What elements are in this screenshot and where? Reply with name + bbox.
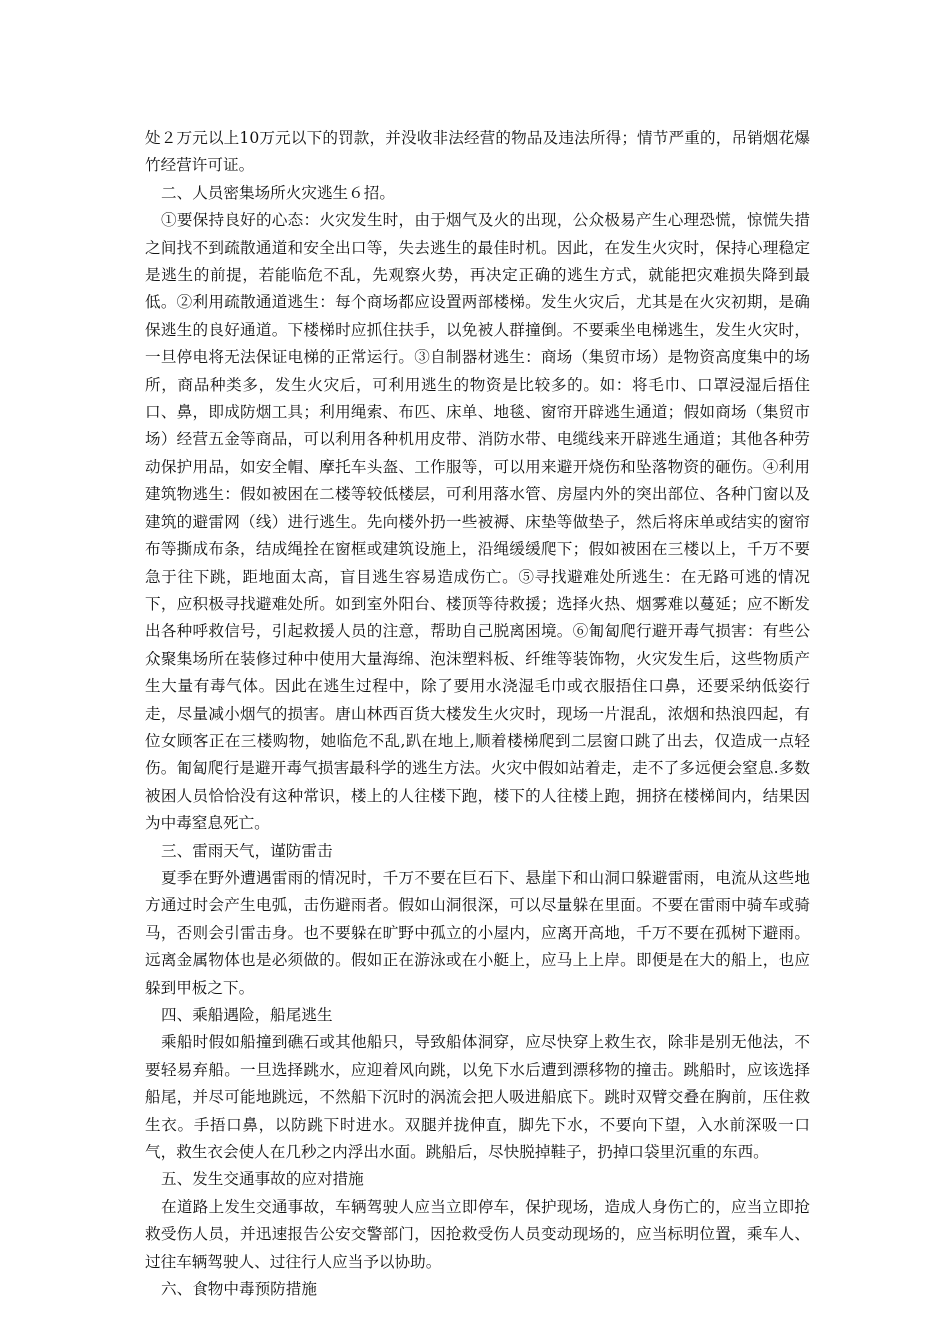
paragraph-penalty-continuation: 处２万元以上10万元以下的罚款，并没收非法经营的物品及违法所得；情节严重的，吊销烟花爆竹经营许可证。 [145, 129, 810, 175]
heading-thunderstorm: 三、雷雨天气，谨防雷击 [161, 841, 333, 860]
document-body [145, 125, 810, 1303]
heading-traffic-accident: 五、发生交通事故的应对措施 [161, 1170, 364, 1189]
heading-ship-escape: 四、乘船遇险，船尾逃生 [161, 1006, 333, 1024]
paragraph-lightning-safety: 夏季在野外遭遇雷雨的情况时，千万不要在巨石下、悬崖下和山洞口躲避雷雨，电流从这些地方通过时会产生电弧，击伤避雨者。假如山洞很深，可以尽量躲在里面。不要在雷雨中骑车或骑马，否则会引雷击身。也不要躲在旷野中孤立的小屋内，应离开高地，千万不要在孤树下避雨。远离金属物体也是必须做的。假如正在游泳或在小艇上，应马上上岸。即便是在大的船上，也应躲到甲板之下。 [145, 868, 810, 997]
paragraph-traffic-accident: 在道路上发生交通事故，车辆驾驶人应当立即停车，保护现场，造成人身伤亡的，应当立即抢救受伤人员，并迅速报告公安交警部门，因抢救受伤人员变动现场的，应当标明位置，乘车人、过往车辆驾驶人、过往行人应当予以协助。 [145, 1197, 810, 1271]
heading-crowd-fire-escape: 二、人员密集场所火灾逃生６招。 [161, 183, 395, 202]
paragraph-ship-escape: 乘船时假如船撞到礁石或其他船只，导致船体洞穿，应尽快穿上救生衣，除非是别无他法，不要轻易弃船。一旦选择跳水，应迎着风向跳，以免下水后遭到漂移物的撞击。跳船时，应该选择船尾，并尽可能地跳远，不然船下沉时的涡流会把人吸进船底下。跳时双臂交叠在胸前，压住救生衣。手捂口鼻，以防跳下时进水。双腿并拢伸直，脚先下水，不要向下望，入水前深吸一口气，救生衣会使人在几秒之内浮出水面。跳船后，尽快脱掉鞋子，扔掉口袋里沉重的东西。 [145, 1033, 810, 1162]
paragraph-fire-escape-tips: ①要保持良好的心态：火灾发生时，由于烟气及火的出现，公众极易产生心理恐慌，惊慌失措之间找不到疏散通道和安全出口等，失去逃生的最佳时机。因此，在发生火灾时，保持心理稳定是逃生的前提，若能临危不乱，先观察火势，再决定正确的逃生方式，就能把灾难损失降到最低。②利用疏散通道逃生：每个商场都应设置两部楼梯。发生火灾后，尤其是在火灾初期，是确保逃生的良好通道。下楼梯时应抓住扶手，以免被人群撞倒。不要乘坐电梯逃生，发生火灾时，一旦停电将无法保证电梯的正常运行。③自制器材逃生：商场（集贸市场）是物资高度集中的场所，商品种类多，发生火灾后，可利用逃生的物资是比较多的。如：将毛巾、口罩浸湿后捂住口、鼻，即成防烟工具；利用绳索、布匹、床单、地毯、窗帘开辟逃生通道；假如商场（集贸市场）经营五金等商品，可以利用各种机用皮带、消防水带、电缆线来开辟逃生通道；其他各种劳动保护用品，如安全帽、摩托车头盔、工作服等，可以用来避开烧伤和坠落物资的砸伤。④利用建筑物逃生：假如被困在二楼等较低楼层，可利用落水管、房屋内外的突出部位、各种门窗以及建筑的避雷网（线）进行逃生。先向楼外扔一些被褥、床垫等做垫子，然后将床单或结实的窗帘布等撕成布条，结成绳拴在窗框或建筑设施上，沿绳缓缓爬下；假如被困在三楼以上，千万不要急于往下跳，距地面太高，盲目逃生容易造成伤亡。⑤寻找避难处所逃生：在无路可逃的情况下，应积极寻找避难处所。如到室外阳台、楼顶等待救援；选择火热、烟雾难以蔓延；应不断发出各种呼救信号，引起救援人员的注意，帮助自己脱离困境。⑥匍匐爬行避开毒气损害：有些公众聚集场所在装修过种中使用大量海绵、泡沫塑料板、纤维等装饰物，火灾发生后，这些物质产生大量有毒气体。因此在逃生过程中，除了要用水浇湿毛巾或衣服捂住口鼻，还要采纳低姿行走，尽量减小烟气的损害。唐山林西百货大楼发生火灾时，现场一片混乱，浓烟和热浪四起，有位女顾客正在三楼购物，她临危不乱,趴在地上,顺着楼梯爬到二层窗口跳了出去，仅造成一点轻伤。匍匐爬行是避开毒气损害最科学的逃生方法。火灾中假如站着走，走不了多远便会窒息.多数被困人员恰恰没有这种常识，楼上的人往楼下跑，楼下的人往楼上跑，拥挤在楼梯间内，结果因为中毒窒息死亡。 [145, 211, 810, 833]
heading-food-poisoning: 六、食物中毒预防措施 [161, 1280, 317, 1299]
